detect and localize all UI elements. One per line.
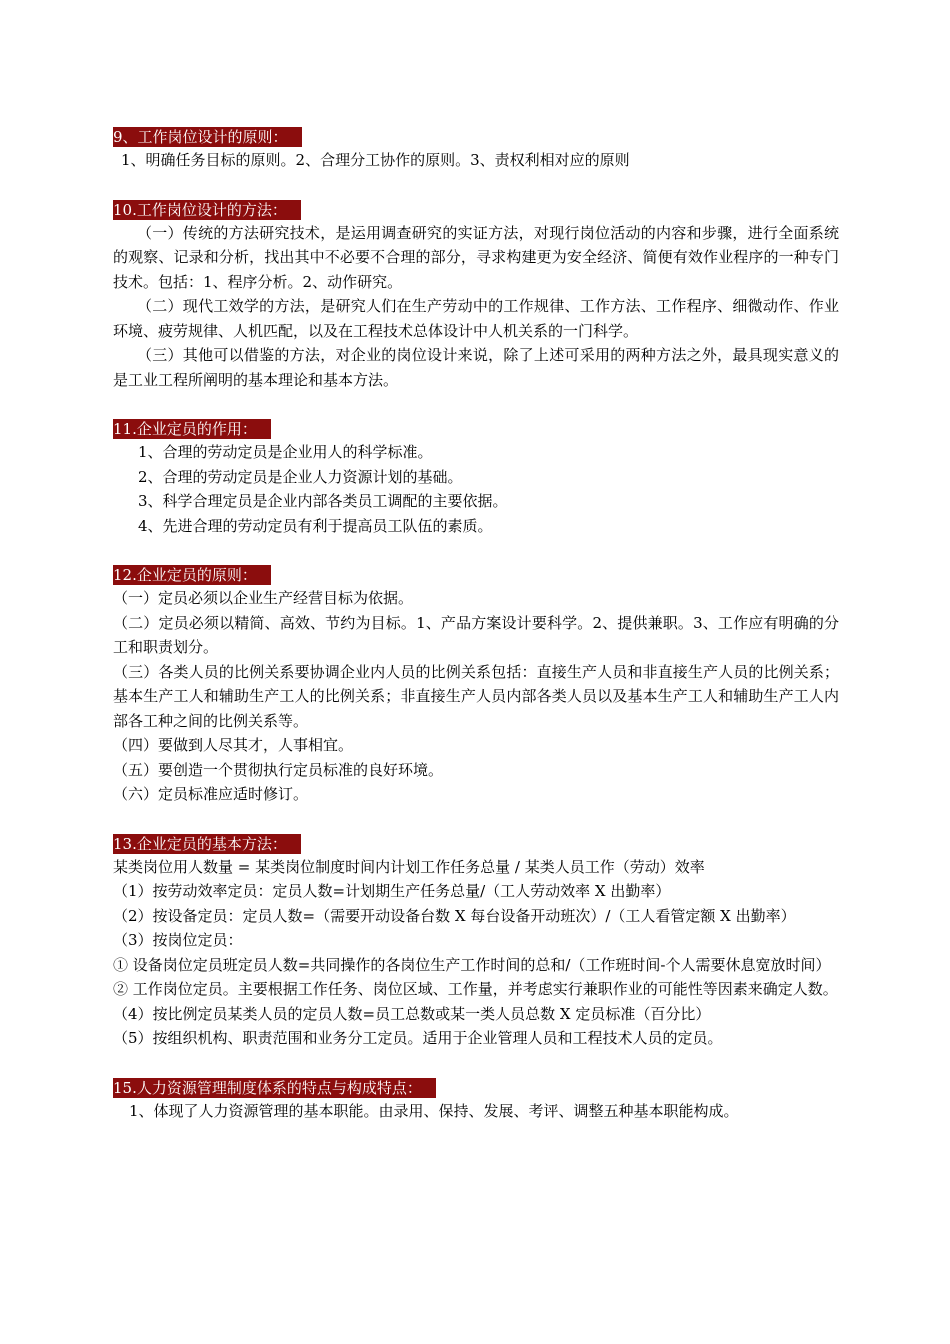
section-9-heading bbox=[113, 126, 839, 148]
section-11-heading bbox=[113, 418, 839, 440]
section-10-heading bbox=[113, 199, 839, 221]
section-10-paragraph-1: （一）传统的方法研究技术，是运用调查研究的实证方法，对现行岗位活动的内容和步骤，进行全面系统的观察、记录和分析，找出其中不必要不合理的部分，寻求构建更为安全经济、简便有效作业程序的一种专门技术。包括：1、程序分析。2、动作研究。 bbox=[113, 223, 839, 291]
section-15-item-1: 1、体现了人力资源管理的基本职能。由录用、保持、发展、考评、调整五种基本职能构成。 bbox=[129, 1101, 739, 1120]
section-9-paragraph: 1、明确任务目标的原则。2、合理分工协作的原则。3、责权利相对应的原则 bbox=[121, 151, 630, 169]
section-13-method-5: （5）按组织机构、职责范围和业务分工定员。适用于企业管理人员和工程技术人员的定员。 bbox=[113, 1029, 723, 1047]
section-13-method-3-sub-1: ① 设备岗位定员班定员人数=共同操作的各岗位生产工作时间的总和/（工作班时间-个人需要休息宽放时间） bbox=[113, 955, 831, 974]
section-10-heading-text: 10.工作岗位设计的方法： bbox=[113, 200, 301, 220]
section-12-item-4: （四）要做到人尽其才，人事相宜。 bbox=[113, 736, 354, 754]
section-11-heading-text: 11.企业定员的作用： bbox=[113, 419, 271, 439]
section-11-item-3: 3、科学合理定员是企业内部各类员工调配的主要依据。 bbox=[138, 492, 508, 510]
section-10-paragraph-3: （三）其他可以借鉴的方法，对企业的岗位设计来说，除了上述可采用的两种方法之外，最具现实意义的是工业工程所阐明的基本理论和基本方法。 bbox=[113, 346, 839, 389]
section-11-item-1: 1、合理的劳动定员是企业用人的科学标准。 bbox=[138, 443, 433, 461]
section-12-item-2: （二）定员必须以精简、高效、节约为目标。1、产品方案设计要科学。2、提供兼职。3、工作应有明确的分工和职责划分。 bbox=[113, 613, 839, 656]
section-12-heading-text: 12.企业定员的原则： bbox=[113, 565, 271, 585]
section-11-item-2: 2、合理的劳动定员是企业人力资源计划的基础。 bbox=[138, 467, 463, 486]
section-12-item-1: （一）定员必须以企业生产经营目标为依据。 bbox=[113, 589, 414, 607]
section-12-item-6: （六）定员标准应适时修订。 bbox=[113, 785, 309, 803]
section-13-method-1: （1）按劳动效率定员：定员人数=计划期生产任务总量/（工人劳动效率 X 出勤率） bbox=[113, 882, 671, 900]
section-13-method-3: （3）按岗位定员： bbox=[113, 931, 243, 949]
section-12-heading bbox=[113, 564, 839, 586]
section-13-heading bbox=[113, 833, 839, 855]
section-15-heading bbox=[113, 1077, 839, 1099]
section-12-item-3: （三）各类人员的比例关系要协调企业内人员的比例关系包括：直接生产人员和非直接生产人员的比例关系；基本生产工人和辅助生产工人的比例关系；非直接生产人员内部各类人员以及基本生产工人和辅助生产工人内部各工种之间的比例关系等。 bbox=[113, 662, 839, 730]
section-13-method-3-sub-2: ② 工作岗位定员。主要根据工作任务、岗位区域、工作量，并考虑实行兼职作业的可能性等因素来确定人数。 bbox=[113, 980, 838, 998]
section-15-heading-text: 15.人力资源管理制度体系的特点与构成特点： bbox=[113, 1078, 436, 1098]
section-9-heading-text: 9、工作岗位设计的原则： bbox=[113, 127, 302, 147]
section-10-paragraph-2: （二）现代工效学的方法，是研究人们在生产劳动中的工作规律、工作方法、工作程序、细微动作、作业环境、疲劳规律、人机匹配，以及在工程技术总体设计中人机关系的一门科学。 bbox=[113, 297, 839, 340]
section-13-formula: 某类岗位用人数量 = 某类岗位制度时间内计划工作任务总量 / 某类人员工作（劳动）效率 bbox=[113, 857, 705, 876]
section-11-item-4: 4、先进合理的劳动定员有利于提高员工队伍的素质。 bbox=[138, 516, 493, 535]
section-13-method-2: （2）按设备定员：定员人数=（需要开动设备台数 X 每台设备开动班次）/（工人看管定额 X 出勤率） bbox=[113, 906, 796, 925]
section-12-item-5: （五）要创造一个贯彻执行定员标准的良好环境。 bbox=[113, 760, 444, 779]
section-13-method-4: （4）按比例定员某类人员的定员人数=员工总数或某一类人员总数 X 定员标准（百分比） bbox=[113, 1004, 711, 1023]
section-13-heading-text: 13.企业定员的基本方法： bbox=[113, 834, 301, 854]
document-page bbox=[113, 126, 839, 1123]
